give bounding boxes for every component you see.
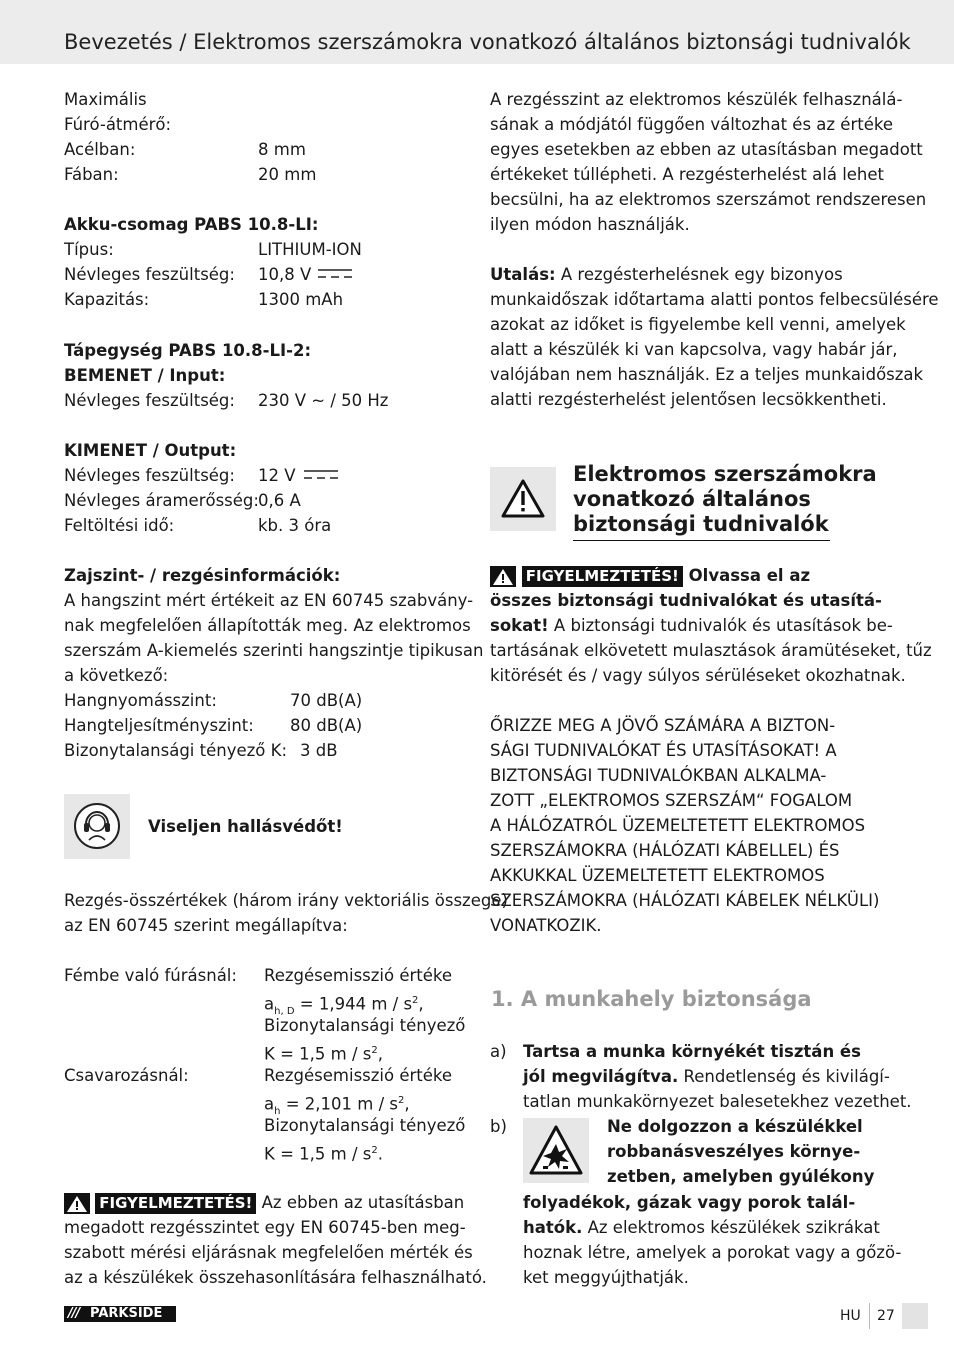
item-b-line-1: Ne dolgozzon a készülékkel <box>607 1117 863 1136</box>
item-a-label: a) <box>490 1042 507 1061</box>
intro-line: A rezgésszint az elektromos készülék felhasználá- <box>490 90 903 109</box>
warning-triangle-icon <box>490 467 556 531</box>
page-title: Bevezetés / Elektromos szerszámokra vonatkozó általános biztonsági tudnivalók <box>64 30 911 54</box>
steel-value: 8 mm <box>258 140 306 159</box>
caps-line: BIZTONSÁGI TUDNIVALÓKBAN ALKALMA- <box>490 766 827 785</box>
intro-line: egyes esetekben az ebben az utasításban megadott <box>490 140 923 159</box>
current-value: 0,6 A <box>258 491 301 510</box>
wood-value: 20 mm <box>258 165 317 184</box>
emission-label: Rezgésemisszió értéke <box>264 1066 453 1085</box>
caps-line: VONATKOZIK. <box>490 916 602 935</box>
screw-emission-value: $a_h = 2,101$ m / $s^2$, <box>264 1094 410 1117</box>
note-line: alatt a készülék ki van kapcsolva, vagy habár jár, <box>490 340 898 359</box>
intro-line: sának a módjától függően változhat és az értéke <box>490 115 893 134</box>
noise-text-4: a következő: <box>64 666 169 685</box>
item-b-line-5: hatók. Az elektromos készülékek szikrákat <box>523 1218 880 1237</box>
input-title: BEMENET / Input: <box>64 366 226 385</box>
charger-title: Tápegység PABS 10.8-LI-2: <box>64 341 312 360</box>
k-value: 3 dB <box>300 741 338 760</box>
noise-title: Zajszint- / rezgésinformációk: <box>64 566 341 585</box>
noise-text-1: A hangszint mért értékeit az EN 60745 szabvány- <box>64 591 474 610</box>
warning-line-2: megadott rezgésszintet egy EN 60745-ben meg- <box>64 1218 466 1237</box>
battery-voltage-label: Névleges feszültség: <box>64 265 235 284</box>
swl-label: Hangteljesítményszint: <box>64 716 254 735</box>
battery-capacity-value: 1300 mAh <box>258 290 344 309</box>
item-b-line-4: folyadékok, gázak vagy porok talál- <box>523 1193 856 1212</box>
vibration-text-2: az EN 60745 szerint megállapítva: <box>64 916 348 935</box>
language-code: HU <box>840 1308 861 1324</box>
explosion-hazard-icon <box>523 1118 589 1183</box>
caps-line: SZERSZÁMOKRA (HÁLÓZATI KÁBELEK NÉLKÜLI) <box>490 891 880 910</box>
note-line: valójában nem használják. Ez a teljes munkaidőszak <box>490 365 924 384</box>
input-voltage-value: 230 V ~ / 50 Hz <box>258 391 389 410</box>
note-line: Utalás: A rezgésterhelésnek egy bizonyos <box>490 265 843 284</box>
uncertainty-label: Bizonytalansági tényező <box>264 1116 466 1135</box>
noise-text-2: nak megfelelően állapították meg. Az elektromos <box>64 616 471 635</box>
metal-emission-value: $a_{h, D} = 1,944$ m / $s^2$, <box>264 994 424 1017</box>
parkside-logo: /// PARKSIDE <box>64 1306 176 1322</box>
item-a-line-1: Tartsa a munka környékét tisztán és <box>523 1042 861 1061</box>
warning-line-3: szabott mérési eljárásnak megfelelően mérték és <box>64 1243 473 1262</box>
current-label: Névleges áramerősség: <box>64 491 259 510</box>
section-heading: 1. A munkahely biztonsága <box>491 987 812 1011</box>
output-voltage-label: Névleges feszültség: <box>64 466 235 485</box>
charge-time-label: Feltöltési idő: <box>64 516 175 535</box>
caps-line: SÁGI TUDNIVALÓKAT ÉS UTASÍTÁSOKAT! A <box>490 741 837 760</box>
hearing-protection-icon <box>64 794 130 859</box>
intro-line: becsülni, ha az elektromos szerszámot rendszeresen <box>490 190 927 209</box>
metal-drilling-label: Fémbe való fúrásnál: <box>64 966 237 985</box>
item-b-line-7: ket meggyújthatják. <box>523 1268 689 1287</box>
spl-value: 70 dB(A) <box>290 691 363 710</box>
caps-line: ŐRIZZE MEG A JÖVŐ SZÁMÁRA A BIZTON- <box>490 716 836 735</box>
item-b-line-2: robbanásveszélyes környe- <box>607 1142 861 1161</box>
output-title: KIMENET / Output: <box>64 441 237 460</box>
spl-label: Hangnyomásszint: <box>64 691 217 710</box>
dc-symbol-icon <box>318 268 352 280</box>
page-number: 27 <box>877 1308 895 1324</box>
output-voltage-value: 12 V <box>258 466 296 485</box>
battery-type-label: Típus: <box>64 240 114 259</box>
safety-warning-line-4: tartásának elkövetett mulasztások áramütéseket, tűz <box>490 641 932 660</box>
metal-k-value: K = 1,5 m / $s^2$, <box>264 1044 383 1064</box>
caps-line: AKKUKKAL ÜZEMELTETETT ELEKTROMOS <box>490 866 825 885</box>
safety-warning-line-2: összes biztonsági tudnivalókat és utasítá- <box>490 591 882 610</box>
item-a-line-3: tatlan munkakörnyezet balesetekhez vezethet. <box>523 1092 912 1111</box>
note-line: alatti rezgésterhelést jelentősen lecsökkentheti. <box>490 390 887 409</box>
warning-triangle-icon <box>64 1193 90 1214</box>
intro-line: értékeket túllépheti. A rezgésterhelést alá lehet <box>490 165 885 184</box>
drill-label-2: Fúró-átmérő: <box>64 115 172 134</box>
warning-badge: FIGYELMEZTETÉS! <box>95 1193 256 1214</box>
note-line: azokat az időket is figyelembe kell venni, amelyek <box>490 315 906 334</box>
section-title-line: biztonsági tudnivalók <box>573 512 829 536</box>
uncertainty-label: Bizonytalansági tényező <box>264 1016 466 1035</box>
drill-label-1: Maximális <box>64 90 147 109</box>
safety-warning-line-3: sokat! A biztonsági tudnivalók és utasítások be- <box>490 616 893 635</box>
section-title-line: Elektromos szerszámokra <box>573 462 877 486</box>
warning-line-4: az a készülékek összehasonlítására felhasználható. <box>64 1268 487 1287</box>
caps-line: SZERSZÁMOKRA (HÁLÓZATI KÁBELLEL) ÉS <box>490 841 840 860</box>
footer-divider <box>869 1303 870 1329</box>
caps-line: ZOTT „ELEKTROMOS SZERSZÁM“ FOGALOM <box>490 791 853 810</box>
steel-label: Acélban: <box>64 140 136 159</box>
caps-line: A HÁLÓZATRÓL ÜZEMELTETETT ELEKTROMOS <box>490 816 866 835</box>
logo-slashes-icon: /// <box>68 1306 80 1321</box>
safety-warning-line-5: kitörését és / vagy súlyos sérüléseket okozhatnak. <box>490 666 906 685</box>
section-title-line: vonatkozó általános <box>573 487 811 511</box>
intro-line: ilyen módon használják. <box>490 215 690 234</box>
input-voltage-label: Névleges feszültség: <box>64 391 235 410</box>
wood-label: Fában: <box>64 165 119 184</box>
section-underline <box>573 540 830 541</box>
hearing-text: Viseljen hallásvédőt! <box>148 817 343 836</box>
screw-k-value: K = 1,5 m / $s^2$. <box>264 1144 383 1164</box>
safety-warning-line-1: FIGYELMEZTETÉS! Olvassa el az <box>490 563 810 588</box>
warning-badge: FIGYELMEZTETÉS! <box>522 566 683 587</box>
charge-time-value: kb. 3 óra <box>258 516 332 535</box>
vibration-text-1: Rezgés-összértékek (három irány vektoriális összege) <box>64 891 508 910</box>
battery-voltage-value: 10,8 V <box>258 265 312 284</box>
note-line: munkaidőszak időtartama alatti pontos felbecsülésére <box>490 290 939 309</box>
warning-line-1: FIGYELMEZTETÉS! Az ebben az utasításban <box>64 1190 464 1215</box>
item-a-line-2: jól megvilágítva. Rendetlenség és kivilágí- <box>523 1067 890 1086</box>
emission-label: Rezgésemisszió értéke <box>264 966 453 985</box>
battery-capacity-label: Kapazitás: <box>64 290 150 309</box>
item-b-line-6: hoznak létre, amelyek a porokat vagy a gőzö- <box>523 1243 902 1262</box>
item-b-label: b) <box>490 1117 507 1136</box>
screwing-label: Csavarozásnál: <box>64 1066 189 1085</box>
noise-text-3: szerszám A-kiemelés szerinti hangszintje tipikusan <box>64 641 484 660</box>
warning-triangle-icon <box>490 566 516 587</box>
item-b-line-3: zetben, amelyben gyúlékony <box>607 1167 875 1186</box>
k-label: Bizonytalansági tényező K: <box>64 741 287 760</box>
battery-title: Akku-csomag PABS 10.8-LI: <box>64 215 319 234</box>
swl-value: 80 dB(A) <box>290 716 363 735</box>
page-tab <box>902 1303 928 1329</box>
battery-type-value: LITHIUM-ION <box>258 240 362 259</box>
dc-symbol-icon <box>304 469 338 481</box>
